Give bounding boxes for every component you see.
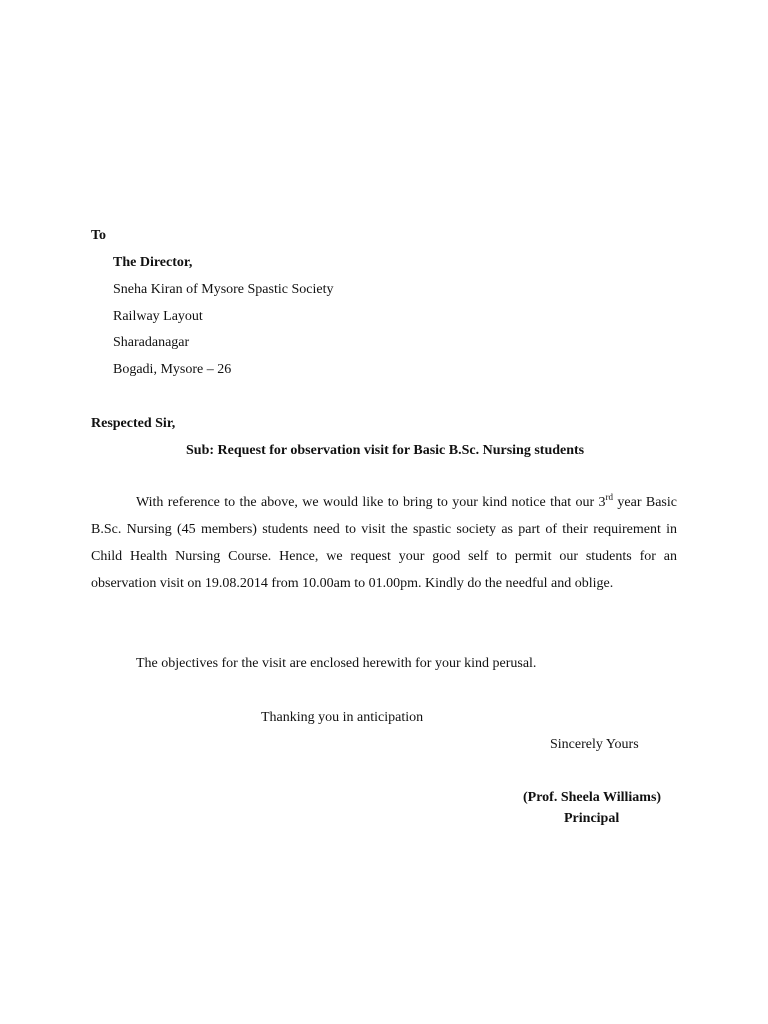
- recipient-line-4: Bogadi, Mysore – 26: [113, 362, 232, 377]
- body-paragraph-1: [91, 489, 677, 597]
- recipient-title: The Director,: [113, 255, 193, 270]
- thanks-line: Thanking you in anticipation: [261, 710, 424, 725]
- to-label: To: [91, 228, 107, 243]
- recipient-line-3: Sharadanagar: [113, 335, 190, 350]
- ordinal-suffix: rd: [605, 492, 614, 502]
- recipient-line-1: Sneha Kiran of Mysore Spastic Society: [113, 282, 334, 297]
- signatory-title: Principal: [564, 811, 620, 826]
- body-paragraph-2: The objectives for the visit are enclosed herewith for your kind perusal.: [136, 656, 537, 671]
- subject-line: Sub: Request for observation visit for Basic B.Sc. Nursing students: [186, 443, 585, 458]
- signatory-name: (Prof. Sheela Williams): [523, 790, 662, 805]
- body-paragraph-1-rest: year Basic B.Sc. Nursing (45 members) students need to visit the spastic society as part of their requirement in Child Health Nursing Course. Hence, we request your good self to permit our students for an observation visit on 19.08.2014 from 10.00am to 01.00pm. Kindly do the needful and oblige.: [91, 495, 677, 591]
- recipient-line-2: Railway Layout: [113, 309, 203, 324]
- closing-line: Sincerely Yours: [550, 737, 639, 752]
- salutation: Respected Sir,: [91, 416, 176, 431]
- body-paragraph-1-start: With reference to the above, we would like to bring to your kind notice that our 3: [136, 495, 606, 510]
